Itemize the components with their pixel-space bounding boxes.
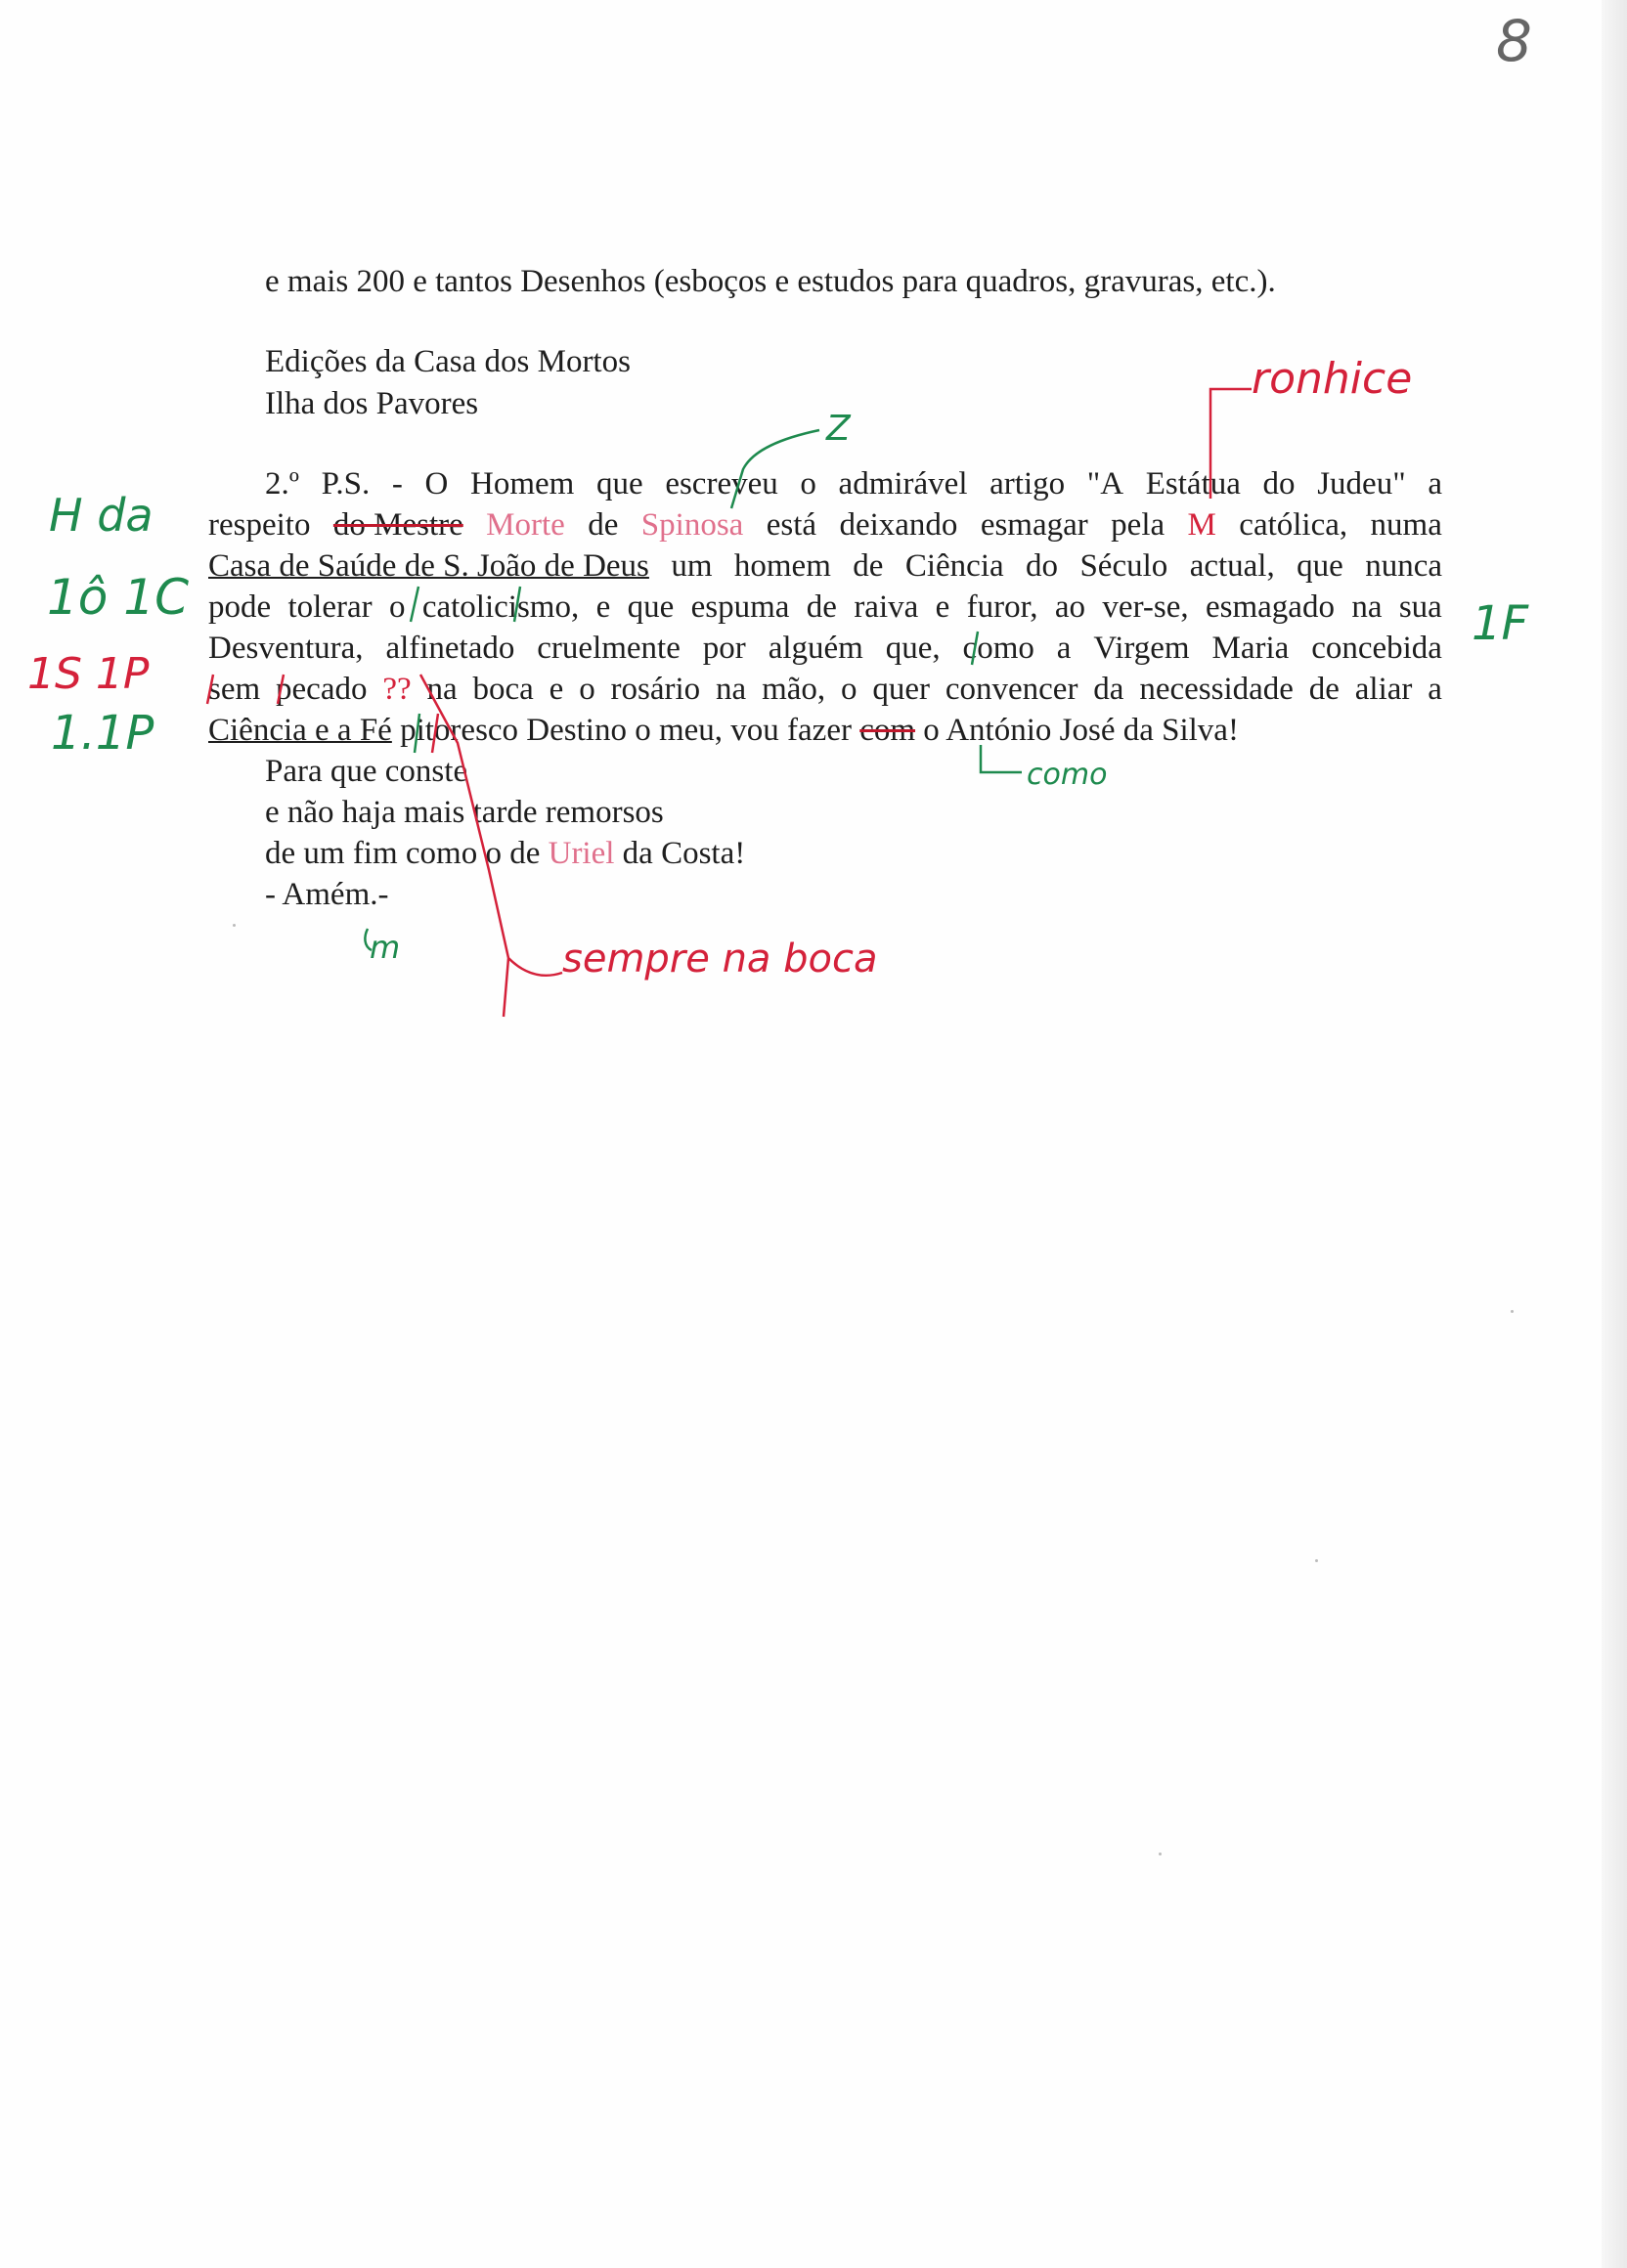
underlined-text: Ciência e a Fé — [208, 713, 392, 748]
word: raiva — [854, 589, 919, 625]
word: alguém — [768, 631, 863, 666]
annotation-sempre-na-boca: sempre na boca — [562, 937, 878, 981]
word: o — [579, 672, 595, 707]
word: o — [388, 589, 406, 625]
paper-speck — [1315, 1559, 1318, 1562]
text-line-edicoes: Edições da Casa dos Mortos — [265, 344, 631, 379]
word: artigo — [989, 466, 1066, 502]
text-line-desventura — [208, 629, 1442, 668]
word: nunca — [1365, 548, 1442, 584]
text-line-uriel — [265, 834, 745, 873]
word: por — [702, 631, 746, 666]
struck-text: do Mestre — [332, 507, 463, 543]
text-segment: pitoresco Destino o meu, vou fazer — [391, 713, 860, 748]
word: aliar — [1354, 672, 1413, 707]
word: convencer — [945, 672, 1078, 707]
word: sem — [208, 672, 261, 707]
word: alfinetado — [385, 631, 515, 666]
word: e — [935, 589, 950, 625]
text-line-ps — [265, 464, 1442, 503]
word: Desventura, — [208, 631, 364, 666]
word: Estátua — [1145, 466, 1241, 502]
word: um — [671, 548, 713, 584]
word: pecado — [276, 672, 368, 707]
word: e — [549, 672, 564, 707]
text-line-conste: Para que conste — [265, 754, 468, 789]
word: deixando — [839, 507, 958, 543]
pink-word-uriel: Uriel — [548, 836, 615, 871]
annotation-right-f: 1F — [1472, 596, 1529, 651]
annotation-ronhice: ronhice — [1252, 354, 1413, 404]
word: respeito — [208, 507, 311, 543]
word: que — [596, 466, 643, 502]
word: a — [1056, 631, 1072, 666]
word: ver-se, — [1102, 589, 1189, 625]
word: Século — [1079, 548, 1168, 584]
word: mão, — [762, 672, 826, 707]
word: está — [766, 507, 817, 543]
word: "A — [1086, 466, 1124, 502]
word: concebida — [1311, 631, 1442, 666]
word: admirável — [838, 466, 968, 502]
word: e — [595, 589, 611, 625]
word: numa — [1370, 507, 1442, 543]
text-line-tolerar — [208, 588, 1442, 627]
word: Virgem — [1093, 631, 1190, 666]
text-line-casa — [208, 546, 1442, 586]
word: esmagado — [1206, 589, 1335, 625]
paper-speck — [233, 924, 236, 927]
text-segment: o António José da Silva! — [915, 713, 1239, 748]
word: sua — [1398, 589, 1442, 625]
word: Maria — [1211, 631, 1290, 666]
word: a — [1428, 466, 1442, 502]
pink-word-spinosa: Spinosa — [640, 507, 744, 543]
word: de — [588, 507, 619, 543]
word: pode — [208, 589, 272, 625]
annotation-left-hda: H da — [49, 489, 154, 542]
word: que, — [885, 631, 941, 666]
red-mark-question: ?? — [382, 672, 412, 707]
word: actual, — [1189, 548, 1275, 584]
text-line-ilha: Ilha dos Pavores — [265, 386, 479, 421]
annotation-left-oc: 1ô 1C — [47, 569, 190, 626]
word: de — [806, 589, 837, 625]
word: na — [716, 672, 747, 707]
page-edge-shadow — [1602, 0, 1627, 2268]
word: da — [1093, 672, 1124, 707]
text-line-remorsos: e não haja mais tarde remorsos — [265, 795, 664, 830]
annotation-z: Z — [826, 409, 851, 449]
word: quer — [872, 672, 930, 707]
text-line-sem-pecado — [208, 670, 1442, 709]
word: escreveu — [665, 466, 778, 502]
text-line-ciencia — [208, 711, 1239, 750]
annotation-m: m — [370, 929, 401, 966]
annotation-left-sp: 1S 1P — [27, 649, 150, 699]
word: ao — [1054, 589, 1086, 625]
word: necessidade — [1139, 672, 1294, 707]
word: do — [1262, 466, 1296, 502]
page-number: 8 — [1496, 8, 1532, 74]
pink-word-morte: Morte — [486, 507, 565, 543]
underlined-text: Casa de Saúde de S. João de Deus — [208, 548, 649, 584]
word: furor, — [966, 589, 1038, 625]
word: P.S. — [321, 466, 371, 502]
word: homem — [733, 548, 831, 584]
word: na — [426, 672, 458, 707]
paper-speck — [1511, 1310, 1514, 1313]
word: de — [853, 548, 884, 584]
word: boca — [472, 672, 534, 707]
word: catolicismo, — [421, 589, 580, 625]
word: tolerar — [287, 589, 373, 625]
word: na — [1351, 589, 1383, 625]
word: como — [962, 631, 1034, 666]
word: Homem — [470, 466, 575, 502]
text-line-desenhos: e mais 200 e tantos Desenhos (esboços e estudos para quadros, gravuras, etc.). — [265, 264, 1276, 299]
word: de — [1308, 672, 1340, 707]
word: que — [1297, 548, 1343, 584]
word: O — [424, 466, 449, 502]
word: o — [841, 672, 857, 707]
word: rosário — [610, 672, 701, 707]
word: Judeu" — [1317, 466, 1406, 502]
text-segment: da Costa! — [614, 836, 746, 871]
word: cruelmente — [537, 631, 681, 666]
word: espuma — [690, 589, 790, 625]
red-mark-m: M — [1187, 507, 1216, 543]
text-line-amen: - Amém.- — [265, 877, 389, 912]
word: pela — [1111, 507, 1165, 543]
word: esmagar — [980, 507, 1088, 543]
word: do — [1026, 548, 1059, 584]
text-line-respeito — [208, 505, 1442, 545]
text-segment: de um fim como o de — [265, 836, 549, 871]
paper-speck — [1159, 1853, 1162, 1855]
annotation-left-p: 1.1P — [51, 706, 154, 761]
word: Ciência — [904, 548, 1004, 584]
word: a — [1428, 672, 1442, 707]
word: católica, — [1239, 507, 1348, 543]
word: o — [800, 466, 816, 502]
annotation-como: como — [1027, 758, 1108, 792]
struck-text: com — [859, 713, 916, 748]
word: - — [391, 466, 403, 502]
word: que — [627, 589, 675, 625]
word: 2.º — [265, 466, 299, 502]
